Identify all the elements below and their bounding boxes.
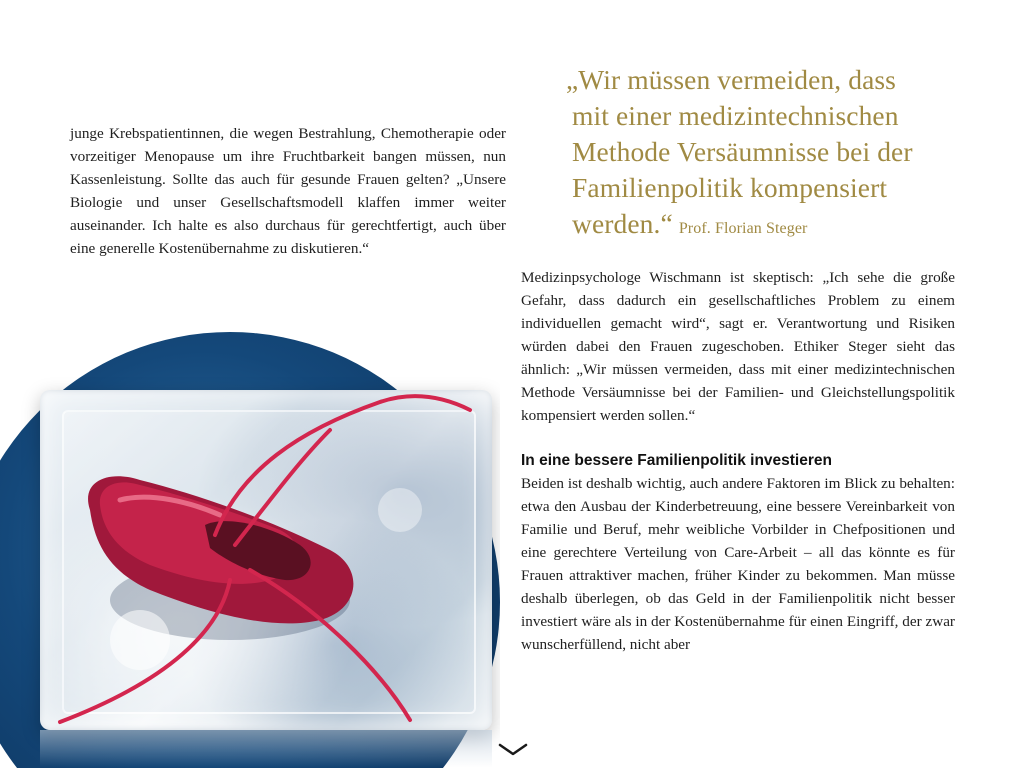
pull-quote-last-line: werden.“ [572, 208, 673, 239]
ice-reflection [40, 730, 492, 768]
pull-quote [566, 62, 1006, 247]
pull-quote-line: „Wir müssen vermeiden, dass [566, 64, 896, 95]
chevron-down-icon[interactable] [498, 742, 528, 758]
left-paragraph: junge Krebspatientinnen, die wegen Bestrahlung, Chemotherapie oder vorzeitiger Menopause um ihre Fruchtbarkeit bangen müssen, nun Kassenleistung. Sollte das auch für gesunde Frauen gelten? „Unsere Biologie und unser Gesellschaftsmodell klaffen immer weiter auseinander. Ich halte es also durchaus für gerechtfertigt, auch über eine generelle Kostenübernahme zu diskutieren.“ [70, 125, 506, 257]
pull-quote-line [566, 206, 1006, 247]
pull-quote-line: mit einer medizintechnischen [572, 100, 899, 131]
left-column-text [70, 122, 506, 260]
right-paragraph-2: Beiden ist deshalb wichtig, auch andere Faktoren im Blick zu behalten: etwa den Ausbau der Kinderbetreuung, eine bessere Vereinbarkeit von Familie und Beruf, mehr weibliche Vorbilder in Chefpositionen und eine gerechtere Verteilung von Care-Arbeit – all das könnte es für Frauen attraktiver machen, früher Kinder zu bekommen. Man müsse deshalb überlegen, ob das Geld in der Familienpolitik nicht besser investiert wäre als in der Kostenübernahme für einen Eingriff, der zwar wunscherfüllend, nicht aber [521, 475, 955, 653]
pull-quote-line: Methode Versäumnisse bei der [572, 136, 913, 167]
pull-quote-author: Prof. Florian Steger [678, 220, 808, 237]
frozen-shoe-image [0, 310, 500, 768]
right-paragraph-1: Medizinpsychologe Wischmann ist skeptisch: „Ich sehe die große Gefahr, dass dadurch ein gesellschaftliches Problem zu einem individuellen gemacht wird“, sagt er. Verantwortung und Risiken würden dabei den Frauen zugeschoben. Ethiker Steger sieht das ähnlich: „Wir müssen vermeiden, dass mit einer medizintechnischen Methode Versäumnisse bei der Familien- und Gleichstellungspolitik kompensiert werden sollen.“ [521, 269, 955, 424]
section-subheading: In eine bessere Familienpolitik investieren [521, 452, 832, 469]
baby-shoe-icon [0, 310, 500, 768]
pull-quote-line: Familienpolitik kompensiert [572, 172, 888, 203]
right-column-text [521, 266, 955, 656]
